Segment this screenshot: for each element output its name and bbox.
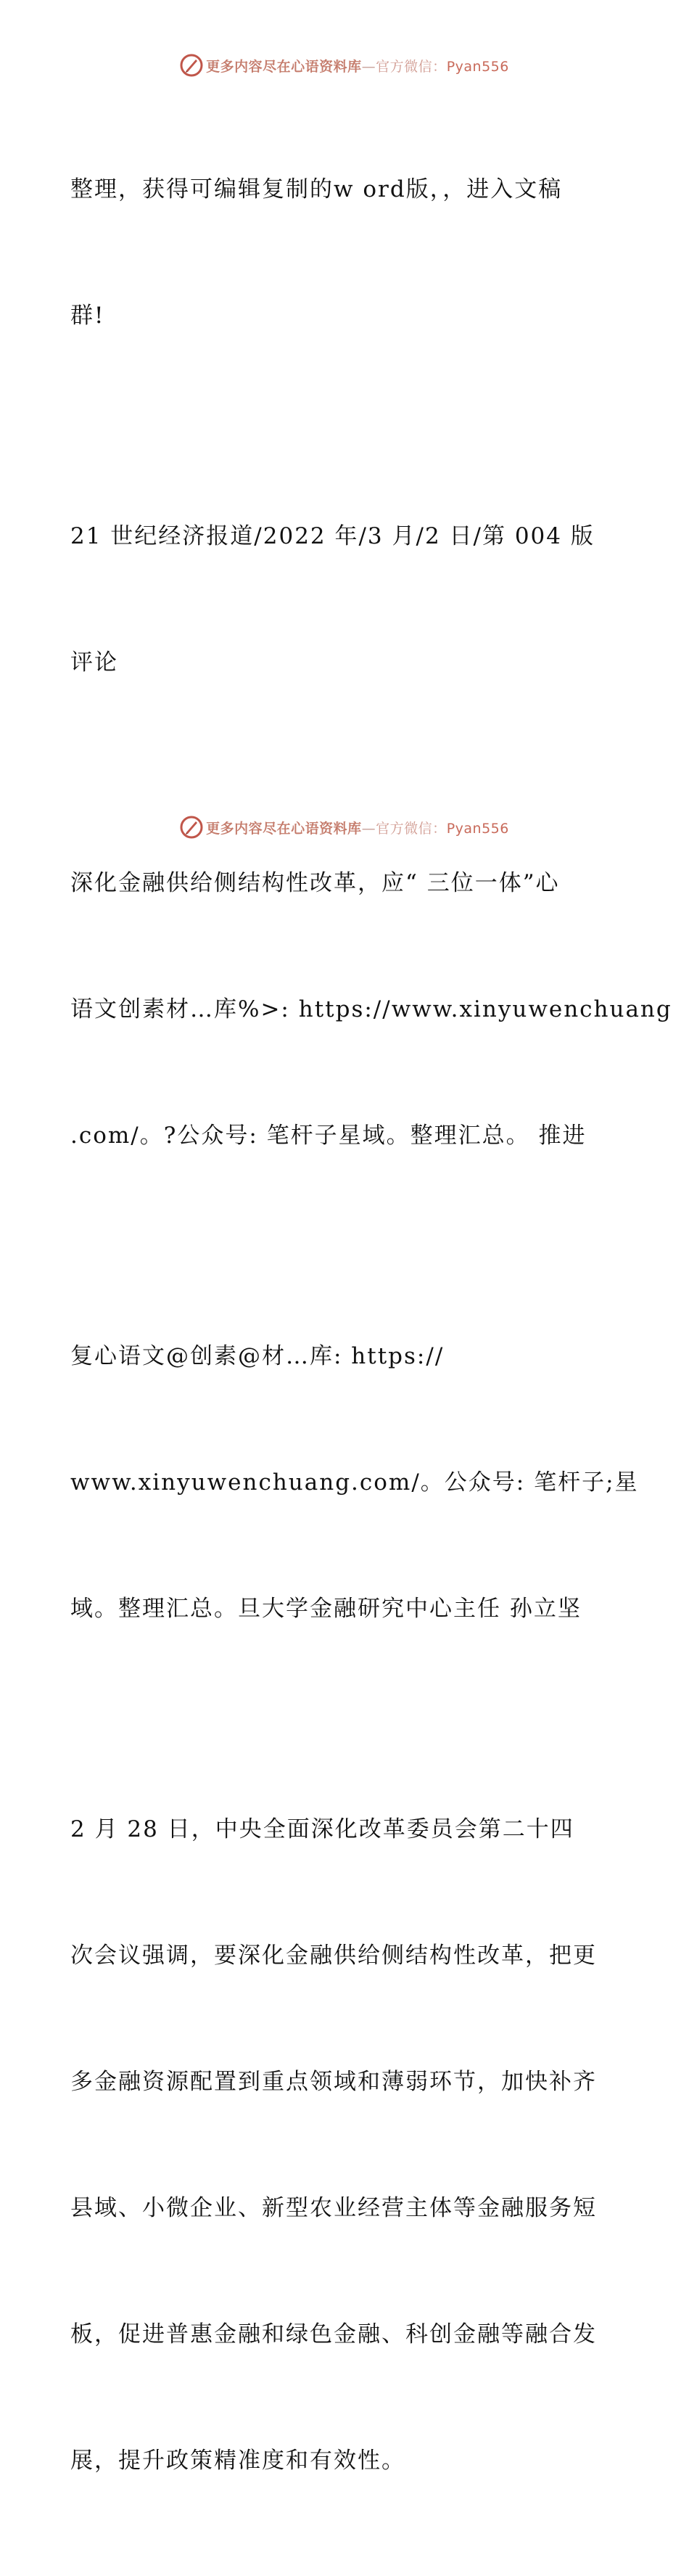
text-line: 整理，获得可编辑复制的w ord版，，进入文稿 xyxy=(70,176,563,202)
quill-logo-icon xyxy=(180,54,203,77)
header-watermark xyxy=(0,51,689,80)
text-line: 域。整理汇总。旦大学金融研究中心主任 孙立坚 xyxy=(70,1596,582,1622)
watermark-site: 更多内容尽在心语资料库 xyxy=(206,820,362,837)
text-line: 2 月 28 日，中央全面深化改革委员会第二十四 xyxy=(70,1816,574,1842)
text-line: 多金融资源配置到重点领域和薄弱环节，加快补齐 xyxy=(70,2069,597,2095)
text-line: 县域、小微企业、新型农业经营主体等金融服务短 xyxy=(70,2195,597,2221)
watermark-wechat-id: Pyan556 xyxy=(446,58,509,75)
text-line: 次会议强调，要深化金融供给侧结构性改革，把更 xyxy=(70,1943,597,1969)
text-line: .com/。?公众号: 笔杆子星域。整理汇总。 推进 xyxy=(70,1123,587,1149)
quill-logo-icon xyxy=(180,816,203,839)
paragraph-author xyxy=(70,1251,639,1714)
text-line: www.xinyuwenchuang.com/。公众号: 笔杆子;星 xyxy=(70,1469,639,1496)
text-line: 深化金融供给侧结构性改革，应“ 三位一体”心 xyxy=(70,870,560,896)
paragraph-title xyxy=(70,778,672,1241)
text-line: 21 世纪经济报道/2022 年/3 月/2 日/第 004 版 xyxy=(70,523,595,549)
document-body xyxy=(70,84,672,2576)
text-line: 板，促进普惠金融和绿色金融、科创金融等融合发 xyxy=(70,2321,597,2347)
paragraph-intro xyxy=(70,84,622,421)
watermark-text xyxy=(206,56,509,75)
text-line: 语文创素材…库%>: https://www.xinyuwenchuang xyxy=(70,996,672,1022)
text-line: 群! xyxy=(70,303,105,329)
paragraph-body xyxy=(70,1724,622,2566)
footer-watermark xyxy=(0,813,689,842)
watermark-wechat-id: Pyan556 xyxy=(446,820,509,837)
watermark-wechat-label: 官方微信： xyxy=(376,820,447,837)
watermark-text xyxy=(206,818,509,837)
watermark-site: 更多内容尽在心语资料库 xyxy=(206,58,362,75)
watermark-separator: — xyxy=(361,58,376,75)
text-line: 展，提升政策精准度和有效性。 xyxy=(70,2448,405,2474)
watermark-wechat-label: 官方微信： xyxy=(376,58,447,75)
paragraph-source xyxy=(70,431,622,768)
text-line: 评论 xyxy=(70,649,118,676)
watermark-separator: — xyxy=(361,820,376,837)
text-line: 复心语文@创素@材…库: https:// xyxy=(70,1343,445,1369)
